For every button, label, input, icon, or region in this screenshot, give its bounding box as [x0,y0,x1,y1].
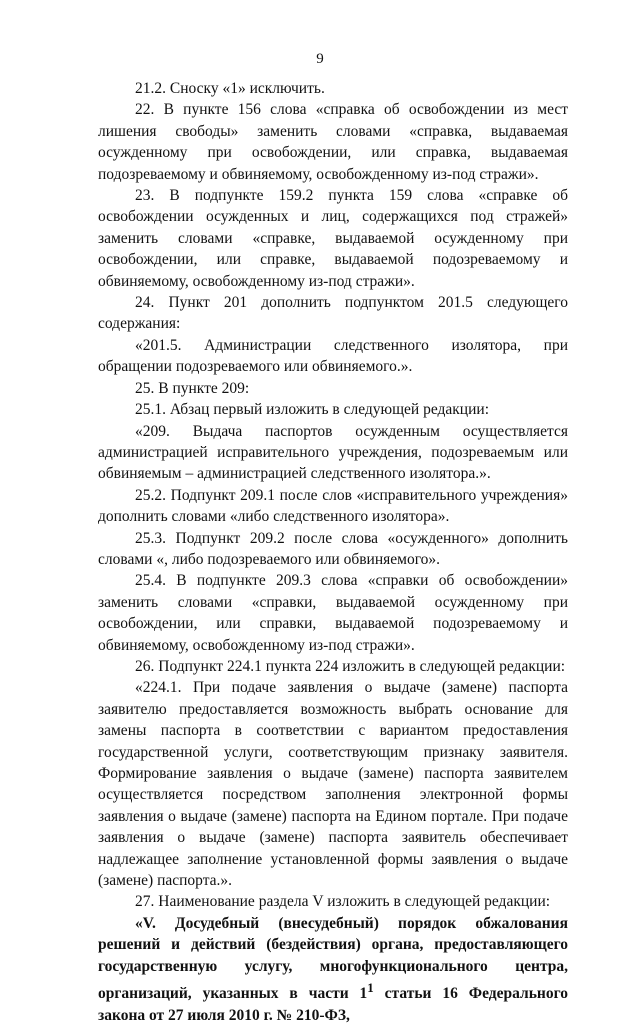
paragraph-201-5-quote: «201.5. Администрации следственного изолятора, при обращении подозреваемого или обвиняемого.». [98,336,568,376]
paragraph-26: 26. Подпункт 224.1 пункта 224 изложить в следующей редакции: [135,657,566,675]
paragraph-224-1-quote: «224.1. При подаче заявления о выдаче (замене) паспорта заявителю предоставляется возможность выбрать основание для замены паспорта в соответствии с вариантом предоставления государственной услуги, соответствующим признаку заявителя. Формирование заявления о выдаче (замене) паспорта заявителем осуществляется посредством заполнения электронной формы заявления о выдаче (замене) паспорта на Едином портале. При подаче заявления о выдаче (замене) паспорта заявитель обеспечивает надлежащее заполнение установленной формы заявления о выдаче (замене) паспорта.». [98,679,568,890]
section-v-heading-superscript: 1 [367,980,374,996]
paragraph-25-2: 25.2. Подпункт 209.1 после слов «исправительного учреждения» дополнить словами «либо следственного изолятора». [98,486,568,526]
section-v-heading-part1: «V. Досудебный (внесудебный) порядок обжалования решений и действий (бездействия) органа, предоставляющего государственную услугу, многофункционального центра, организаций, указанных в части 1 [98,914,568,1003]
paragraph-25-1: 25.1. Абзац первый изложить в следующей редакции: [135,401,490,419]
paragraph-25-4: 25.4. В подпункте 209.3 слова «справки об освобождении» заменить словами «справки, выдаваемой осужденному при освобождении, или справки, выдаваемой подозреваемому и обвиняемому, освобожденному из-под стражи». [98,572,568,654]
paragraph-24: 24. Пункт 201 дополнить подпунктом 201.5 следующего содержания: [98,294,568,333]
paragraph-25: 25. В пункте 209: [135,379,250,397]
page-number: 9 [316,51,324,67]
section-v-heading [98,913,568,1026]
paragraph-23: 23. В подпункте 159.2 пункта 159 слова «справке об освобождении осужденных и лиц, содержащихся под стражей» заменить словами «справке, выдаваемой осужденному при освобождении, или справке, выдаваемой подозреваемому и обвиняемому, освобожденному из-под стражи». [98,187,568,290]
paragraph-209-quote: «209. Выдача паспортов осужденным осуществляется администрацией исправительного учреждения, подозреваемым или обвиняемым – администрацией следственного изолятора.». [98,422,568,483]
paragraph-25-3: 25.3. Подпункт 209.2 после слова «осужденного» дополнить словами «, либо подозреваемого или обвиняемого». [98,529,568,568]
paragraph-27: 27. Наименование раздела V изложить в следующей редакции: [135,893,551,911]
paragraph-22: 22. В пункте 156 слова «справка об освобождении из мест лишения свободы» заменить словами «справка, выдаваемая осужденному при освобождении, или справка, выдаваемая подозреваемому и обвиняемому, освобожденному из-под стражи». [98,101,568,183]
document-body [98,78,568,1026]
paragraph-21-2: 21.2. Сноску «1» исключить. [135,80,325,97]
section-v-heading-part2: статьи 16 Федерального закона от 27 июля 2010 г. № 210-ФЗ, [98,985,568,1024]
